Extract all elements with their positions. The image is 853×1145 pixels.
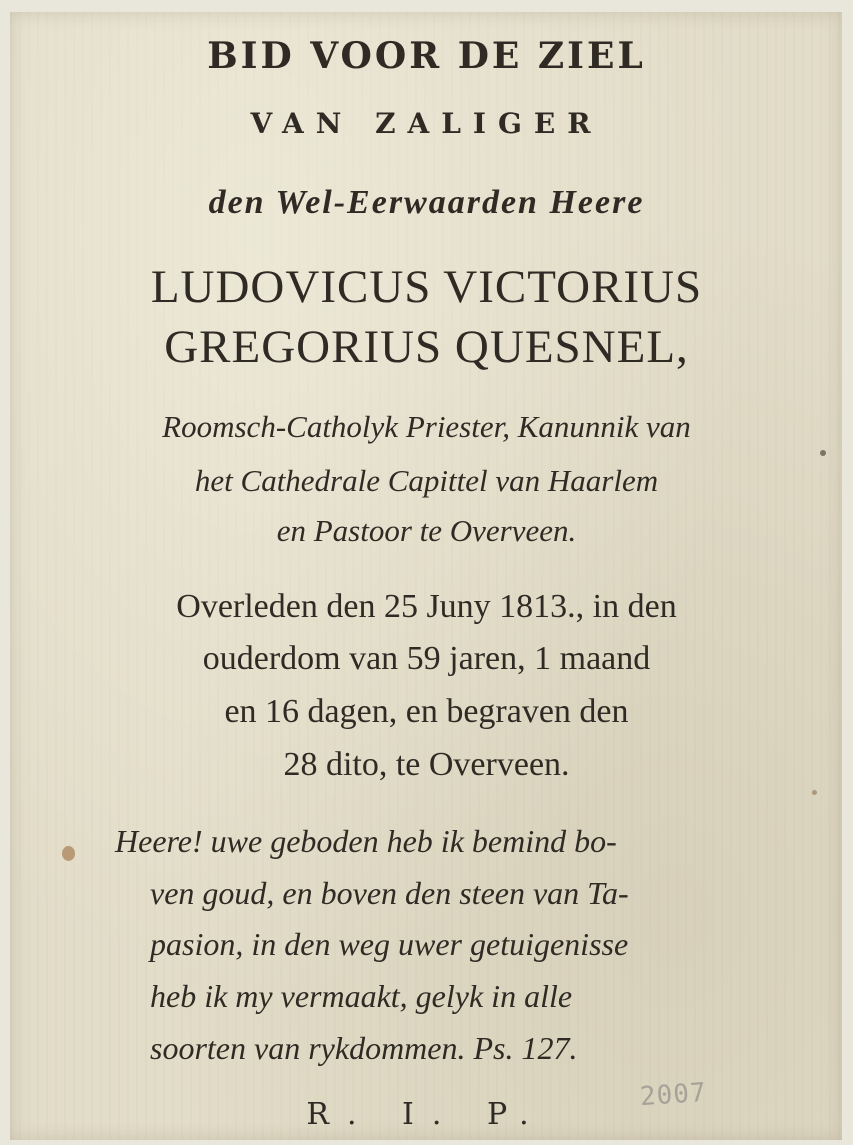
psalm-line-5: soorten van rykdommen. Ps. 127. bbox=[150, 1030, 578, 1066]
ink-dot bbox=[820, 450, 826, 456]
deceased-name-line-1: LUDOVICUS VICTORIUS bbox=[150, 261, 703, 313]
ink-dot bbox=[812, 790, 817, 795]
psalm-line-3: pasion, in den weg uwer getuigenisse bbox=[150, 926, 629, 962]
stain-mark bbox=[62, 846, 75, 861]
psalm-line-2: ven goud, en boven den steen van Ta- bbox=[150, 875, 629, 911]
title-line-2: het Cathedrale Capittel van Haarlem bbox=[194, 463, 659, 498]
title-line-1: Roomsch-Catholyk Priester, Kanunnik van bbox=[162, 409, 691, 444]
memorial-card bbox=[10, 12, 842, 1140]
death-line-3: en 16 dagen, en begraven den bbox=[224, 693, 629, 730]
psalm-line-1: Heere! uwe geboden heb ik bemind bo- bbox=[115, 823, 617, 859]
death-line-4: 28 dito, te Overveen. bbox=[283, 746, 570, 783]
heading-line-1: BID VOOR DE ZIEL bbox=[207, 35, 646, 77]
heading-line-3: den Wel-Eerwaarden Heere bbox=[208, 184, 645, 221]
deceased-name-line-2: GREGORIUS QUESNEL, bbox=[164, 321, 689, 373]
psalm-line-4: heb ik my vermaakt, gelyk in alle bbox=[150, 978, 573, 1014]
heading-line-2: VAN ZALIGER bbox=[250, 107, 603, 140]
death-line-2: ouderdom van 59 jaren, 1 maand bbox=[202, 640, 651, 677]
death-line-1: Overleden den 25 Juny 1813., in den bbox=[176, 588, 677, 625]
handwritten-number: 2007 bbox=[639, 1077, 708, 1113]
title-line-3: en Pastoor te Overveen. bbox=[276, 513, 577, 548]
closing-rip: R. I. P. bbox=[306, 1097, 547, 1132]
